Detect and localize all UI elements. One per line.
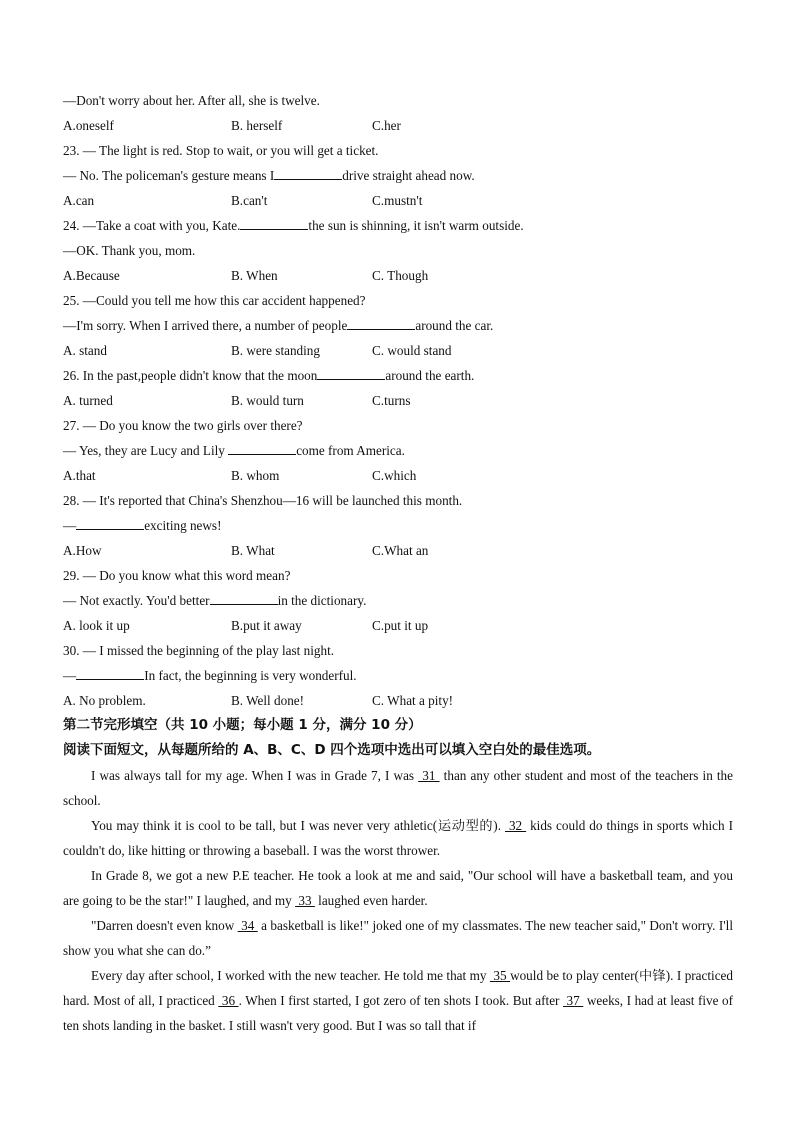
blank-32: 32 — [504, 818, 527, 833]
passage-paragraph-3 — [63, 863, 733, 913]
question-29-stem: 29. — Do you know what this word mean? — [63, 568, 291, 583]
question-24-response: —OK. Thank you, mom. — [63, 243, 196, 258]
option-b: B. What — [231, 543, 275, 558]
question-23-response — [63, 163, 733, 188]
option-b: B. When — [231, 268, 278, 283]
option-b: B. herself — [231, 118, 283, 133]
answer-blank — [274, 164, 342, 180]
question-25-stem: 25. —Could you tell me how this car accident happened? — [63, 293, 366, 308]
question-26-stem — [63, 363, 733, 388]
post-text: exciting news! — [144, 518, 222, 533]
option-b: B.can't — [231, 193, 268, 208]
text: In Grade 8, we got a new P.E teacher. He took a look at me and said, "Our school will have a basketball team, and you are going to be the star!" I laughed, and my — [63, 868, 733, 908]
question-27-response — [63, 438, 733, 463]
text: would be to play center(中锋). I practiced hard. Most of all, I practiced — [63, 968, 734, 1008]
text: laughed even harder. — [314, 893, 428, 908]
option-c: C.turns — [372, 393, 411, 408]
question-28-options — [63, 538, 733, 563]
blank-37: 37 — [563, 993, 584, 1008]
question-28-stem: 28. — It's reported that China's Shenzhou—16 will be launched this month. — [63, 493, 463, 508]
passage-paragraph-5 — [63, 963, 733, 1038]
option-c: C. What a pity! — [372, 693, 454, 708]
option-c: C.mustn't — [372, 193, 423, 208]
answer-blank — [240, 214, 308, 230]
question-27-options — [63, 463, 733, 488]
question-29-options — [63, 613, 733, 638]
option-a: A.that — [63, 468, 96, 483]
section-instruction: 阅读下面短文，从每题所给的 A、B、C、D 四个选项中选出可以填入空白处的最佳选项。 — [63, 742, 601, 758]
pre-text: — — [63, 518, 77, 533]
question-27-stem: 27. — Do you know the two girls over there? — [63, 418, 303, 433]
option-c: C.her — [372, 118, 401, 133]
option-c: C. Though — [372, 268, 429, 283]
post-text: In fact, the beginning is very wonderful. — [144, 668, 357, 683]
option-c: C.put it up — [372, 618, 429, 633]
question-30-stem: 30. — I missed the beginning of the play last night. — [63, 643, 335, 658]
passage-paragraph-1 — [63, 763, 733, 813]
pre-text: 24. —Take a coat with you, Kate. — [63, 218, 241, 233]
passage-paragraph-2 — [63, 813, 733, 863]
text: You may think it is cool to be tall, but I was never very athletic(运动型的). — [91, 818, 505, 833]
question-24-options — [63, 263, 733, 288]
question-25-response — [63, 313, 733, 338]
option-b: B. whom — [231, 468, 280, 483]
text: . When I first started, I got zero of ten shots I took. But after — [238, 993, 563, 1008]
option-c: C.which — [372, 468, 417, 483]
post-text: around the earth. — [385, 368, 475, 383]
question-28-response — [63, 513, 733, 538]
passage-paragraph-4 — [63, 913, 733, 963]
blank-35: 35 — [489, 968, 511, 983]
pre-text: 26. In the past,people didn't know that the moon — [63, 368, 318, 383]
question-29-response — [63, 588, 733, 613]
question-22-dialogue: —Don't worry about her. After all, she is twelve. — [63, 93, 320, 108]
option-c: C. would stand — [372, 343, 452, 358]
page-content — [63, 88, 733, 1038]
post-text: the sun is shinning, it isn't warm outside. — [308, 218, 524, 233]
question-30-response — [63, 663, 733, 688]
text: a basketball is like!" joked one of my classmates. The new teacher said," Don't worry. I'll show you what she can do.” — [63, 918, 733, 958]
question-26-options — [63, 388, 733, 413]
post-text: around the car. — [415, 318, 494, 333]
question-22-options — [63, 113, 733, 138]
answer-blank — [210, 589, 278, 605]
question-25-options — [63, 338, 733, 363]
section-title: 第二节完形填空（共 10 小题；每小题 1 分，满分 10 分） — [63, 717, 422, 733]
option-b: B. were standing — [231, 343, 320, 358]
question-23-stem: 23. — The light is red. Stop to wait, or you will get a ticket. — [63, 143, 379, 158]
pre-text: —I'm sorry. When I arrived there, a number of people — [63, 318, 348, 333]
option-a: A.How — [63, 543, 102, 558]
blank-36: 36 — [218, 993, 239, 1008]
post-text: drive straight ahead now. — [342, 168, 475, 183]
option-a: A.can — [63, 193, 95, 208]
option-a: A. turned — [63, 393, 113, 408]
option-a: A.Because — [63, 268, 120, 283]
post-text: come from America. — [296, 443, 405, 458]
text: "Darren doesn't even know — [91, 918, 238, 933]
option-b: B. would turn — [231, 393, 304, 408]
blank-31: 31 — [418, 768, 440, 783]
question-24-stem — [63, 213, 733, 238]
post-text: in the dictionary. — [277, 593, 367, 608]
question-30-options — [63, 688, 733, 713]
text: weeks, I had at least five of ten shots landing in the basket. I still wasn't very good. But I was so tall that if — [63, 993, 734, 1033]
text: than any other student and most of the teachers in the school. — [63, 768, 734, 808]
option-a: A. look it up — [63, 618, 130, 633]
option-a: A. No problem. — [63, 693, 146, 708]
option-c: C.What an — [372, 543, 429, 558]
answer-blank — [76, 514, 144, 530]
blank-33: 33 — [295, 893, 315, 908]
answer-blank — [347, 314, 415, 330]
text: kids could do things in sports which I couldn't do, like hitting or throwing a baseball. I was the worst thrower. — [63, 818, 733, 858]
text: Every day after school, I worked with the new teacher. He told me that my — [91, 968, 490, 983]
answer-blank — [228, 439, 296, 455]
answer-blank — [317, 364, 385, 380]
option-b: B.put it away — [231, 618, 302, 633]
pre-text: — Yes, they are Lucy and Lily — [63, 443, 225, 458]
blank-34: 34 — [237, 918, 258, 933]
answer-blank — [76, 664, 144, 680]
pre-text: — Not exactly. You'd better — [63, 593, 210, 608]
pre-text: — — [63, 668, 77, 683]
option-b: B. Well done! — [231, 693, 305, 708]
option-a: A.oneself — [63, 118, 114, 133]
text: I was always tall for my age. When I was in Grade 7, I was — [91, 768, 419, 783]
question-23-options — [63, 188, 733, 213]
option-a: A. stand — [63, 343, 107, 358]
pre-text: — No. The policeman's gesture means I — [63, 168, 275, 183]
